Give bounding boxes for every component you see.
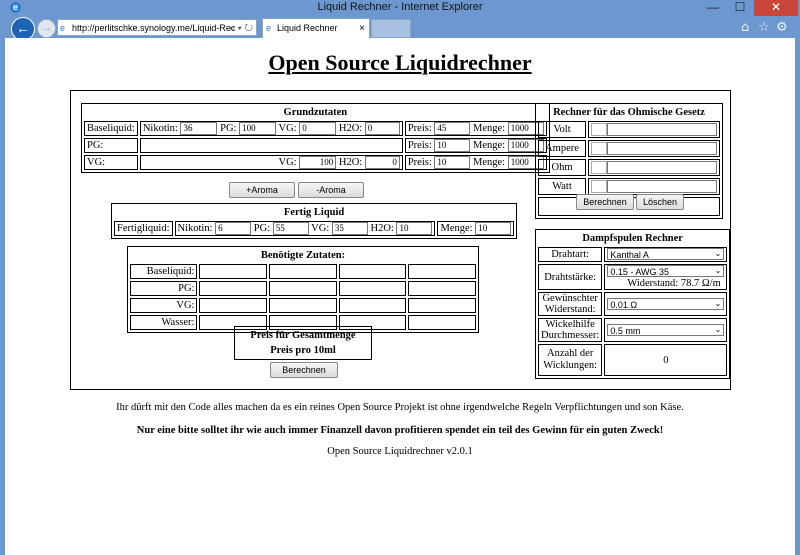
menge-label: Menge: [473, 139, 506, 151]
site-icon: e [60, 23, 66, 33]
volt-unit-field [591, 123, 607, 136]
fertig-h2o-input[interactable]: 10 [396, 222, 432, 235]
base-h2o-input[interactable]: 0 [365, 122, 400, 135]
ohm-loeschen-button[interactable]: Löschen [636, 194, 684, 210]
ohm-heading: Rechner für das Ohmische Gesetz [553, 107, 705, 118]
drahtart-value: Kanthal A [610, 250, 649, 260]
base-menge-input[interactable]: 1000 [508, 122, 544, 135]
footer-text-1: Ihr dürft mit den Code alles machen da es ein reines Open Source Projekt ist ohne irgendwelche Regeln Verpflichtungen und son Käse. [116, 402, 684, 413]
add-aroma-button[interactable]: +Aroma [229, 182, 295, 198]
preis-label: Preis: [407, 122, 432, 134]
ohm-input[interactable] [607, 161, 717, 174]
benoetigte-zutaten-heading: Benötigte Zutaten: [260, 250, 346, 261]
page-content [5, 38, 795, 555]
menge-label: Menge: [473, 122, 506, 134]
drahtstaerke-value: 0.15 - AWG 35 [610, 267, 670, 277]
back-button[interactable]: ← [11, 17, 35, 41]
preis-label: Preis: [407, 139, 432, 151]
anzahl-label: Anzahl der [546, 348, 594, 359]
drahtstaerke-label: Drahtstärke: [538, 264, 602, 290]
table-row [130, 298, 476, 313]
h2o-label: H2O: [370, 222, 394, 234]
pg-label: PG: [220, 122, 237, 134]
tab-close-icon[interactable]: × [359, 23, 365, 34]
dampfspulen-rechner-table [535, 229, 730, 379]
tab-favicon-icon: e [266, 23, 272, 33]
wicklungen-value: 0 [604, 344, 727, 376]
page-title: Open Source Liquidrechner [268, 50, 532, 75]
pg-label: PG: [253, 222, 271, 234]
fertig-menge-input[interactable]: 10 [475, 222, 511, 235]
durchmesser-label: Durchmesser: [541, 330, 600, 341]
vg-vg-input[interactable]: 100 [299, 156, 336, 169]
search-refresh-icons[interactable]: ⌕ ▾ ↻ [229, 23, 253, 34]
fertig-liquid-table [111, 203, 517, 239]
volt-input[interactable] [607, 123, 717, 136]
preis-10ml-label: Preis pro 10ml [270, 345, 336, 356]
h2o-label: H2O: [338, 156, 363, 168]
vg-row-label: VG: [84, 155, 138, 170]
footer-version: Open Source Liquidrechner v2.0.1 [327, 446, 473, 457]
widerstand-label: Widerstand: [544, 304, 596, 315]
tab-title: Liquid Rechner [277, 23, 338, 33]
baseliquid-row-label: Baseliquid: [130, 264, 197, 279]
baseliquid-label: Baseliquid: [84, 121, 138, 136]
table-row [130, 264, 476, 279]
new-tab-button[interactable] [371, 19, 411, 38]
chevron-down-icon: ⌄ [714, 266, 722, 275]
watt-unit-field [591, 180, 607, 193]
widerstand-select[interactable] [607, 298, 724, 310]
wickelhilfe-label: Wickelhilfe [545, 319, 595, 330]
drahtart-select[interactable] [607, 248, 724, 260]
ampere-input[interactable] [607, 142, 717, 155]
vg-h2o-input[interactable]: 0 [365, 156, 400, 169]
home-icon[interactable]: ⌂ [741, 20, 750, 35]
vg-menge-input[interactable]: 1000 [508, 156, 544, 169]
minimize-button[interactable]: — [707, 0, 719, 14]
vg-label: VG: [278, 156, 297, 168]
widerstand-text: Widerstand: 78.7 Ω/m [627, 278, 721, 289]
base-preis-input[interactable]: 45 [434, 122, 470, 135]
title-bar [0, 0, 800, 16]
fertig-liquid-heading: Fertig Liquid [283, 207, 345, 218]
ohm-label: Ohm [538, 159, 586, 176]
preis-label: Preis: [407, 156, 432, 168]
wicklungen-label: Wicklungen: [543, 360, 598, 371]
fertig-pg-input[interactable]: 55 [273, 222, 309, 235]
vg-preis-input[interactable]: 10 [434, 156, 470, 169]
menge-label: Menge: [440, 222, 473, 234]
vg-row-label: VG: [130, 298, 197, 313]
ohm-berechnen-button[interactable]: Berechnen [576, 194, 634, 210]
window-title: Liquid Rechner - Internet Explorer [317, 1, 483, 13]
fertig-vg-input[interactable]: 35 [332, 222, 368, 235]
footer-text-2: Nur eine bitte solltet ihr wie auch immer Finanzell davon profitieren spendet ein teil des Gewinn für ein guten Zweck! [136, 425, 664, 436]
vg-label: VG: [278, 122, 297, 134]
drahtart-label: Drahtart: [538, 247, 602, 262]
vg-label: VG: [311, 222, 330, 234]
nikotin-label: Nikotin: [177, 222, 213, 234]
ohm-unit-field [591, 161, 607, 174]
settings-gear-icon[interactable]: ⚙ [776, 20, 788, 35]
address-bar[interactable] [57, 19, 257, 36]
tab-liquid-rechner[interactable] [262, 18, 370, 38]
address-url: http://perlitschke.synology.me/Liquid-Rec [72, 23, 236, 33]
watt-input[interactable] [607, 180, 717, 193]
ie-logo-icon: e [10, 2, 21, 13]
preis-table [234, 326, 372, 360]
maximize-button[interactable]: ☐ [734, 0, 746, 14]
volt-label: Volt [538, 121, 586, 138]
preis-gesamtmenge-label: Preis für Gesamtmenge [250, 330, 356, 341]
pg-row-label: PG: [130, 281, 197, 296]
durchmesser-value: 0.5 mm [610, 325, 641, 336]
chevron-down-icon: ⌄ [714, 324, 722, 334]
durchmesser-select[interactable] [607, 324, 724, 336]
close-window-button[interactable]: ✕ [754, 0, 798, 16]
gewuenschter-label: Gewünschter [542, 293, 598, 304]
ampere-label: Ampere [538, 140, 586, 157]
widerstand-value: 0.01 Ω [610, 299, 638, 310]
favorites-star-icon[interactable]: ☆ [758, 20, 770, 35]
base-vg-input[interactable]: 0 [299, 122, 336, 135]
grundzutaten-table [81, 103, 550, 173]
nikotin-label: Nikotin: [142, 122, 178, 134]
pg-row-label: PG: [84, 138, 138, 153]
chevron-down-icon: ⌄ [714, 249, 722, 258]
forward-button[interactable]: → [37, 19, 56, 38]
benoetigte-zutaten-table [127, 246, 479, 333]
table-row [130, 281, 476, 296]
h2o-label: H2O: [338, 122, 363, 134]
base-pg-input[interactable]: 100 [239, 122, 276, 135]
remove-aroma-button[interactable]: -Aroma [298, 182, 364, 198]
fertigliquid-label: Fertigliquid: [114, 221, 173, 236]
watt-label: Watt [538, 178, 586, 195]
pg-menge-input[interactable]: 1000 [508, 139, 544, 152]
chevron-down-icon: ⌄ [714, 298, 722, 308]
dampf-heading: Dampfspulen Rechner [582, 233, 683, 244]
drahtstaerke-select[interactable] [607, 265, 724, 277]
grundzutaten-heading: Grundzutaten [283, 107, 348, 118]
berechnen-liquid-button[interactable]: Berechnen [270, 362, 338, 378]
ampere-unit-field [591, 142, 607, 155]
base-nikotin-input[interactable]: 36 [180, 122, 217, 135]
wasser-row-label: Wasser: [130, 315, 197, 330]
fertig-nikotin-input[interactable]: 6 [215, 222, 251, 235]
pg-preis-input[interactable]: 10 [434, 139, 470, 152]
menge-label: Menge: [473, 156, 506, 168]
